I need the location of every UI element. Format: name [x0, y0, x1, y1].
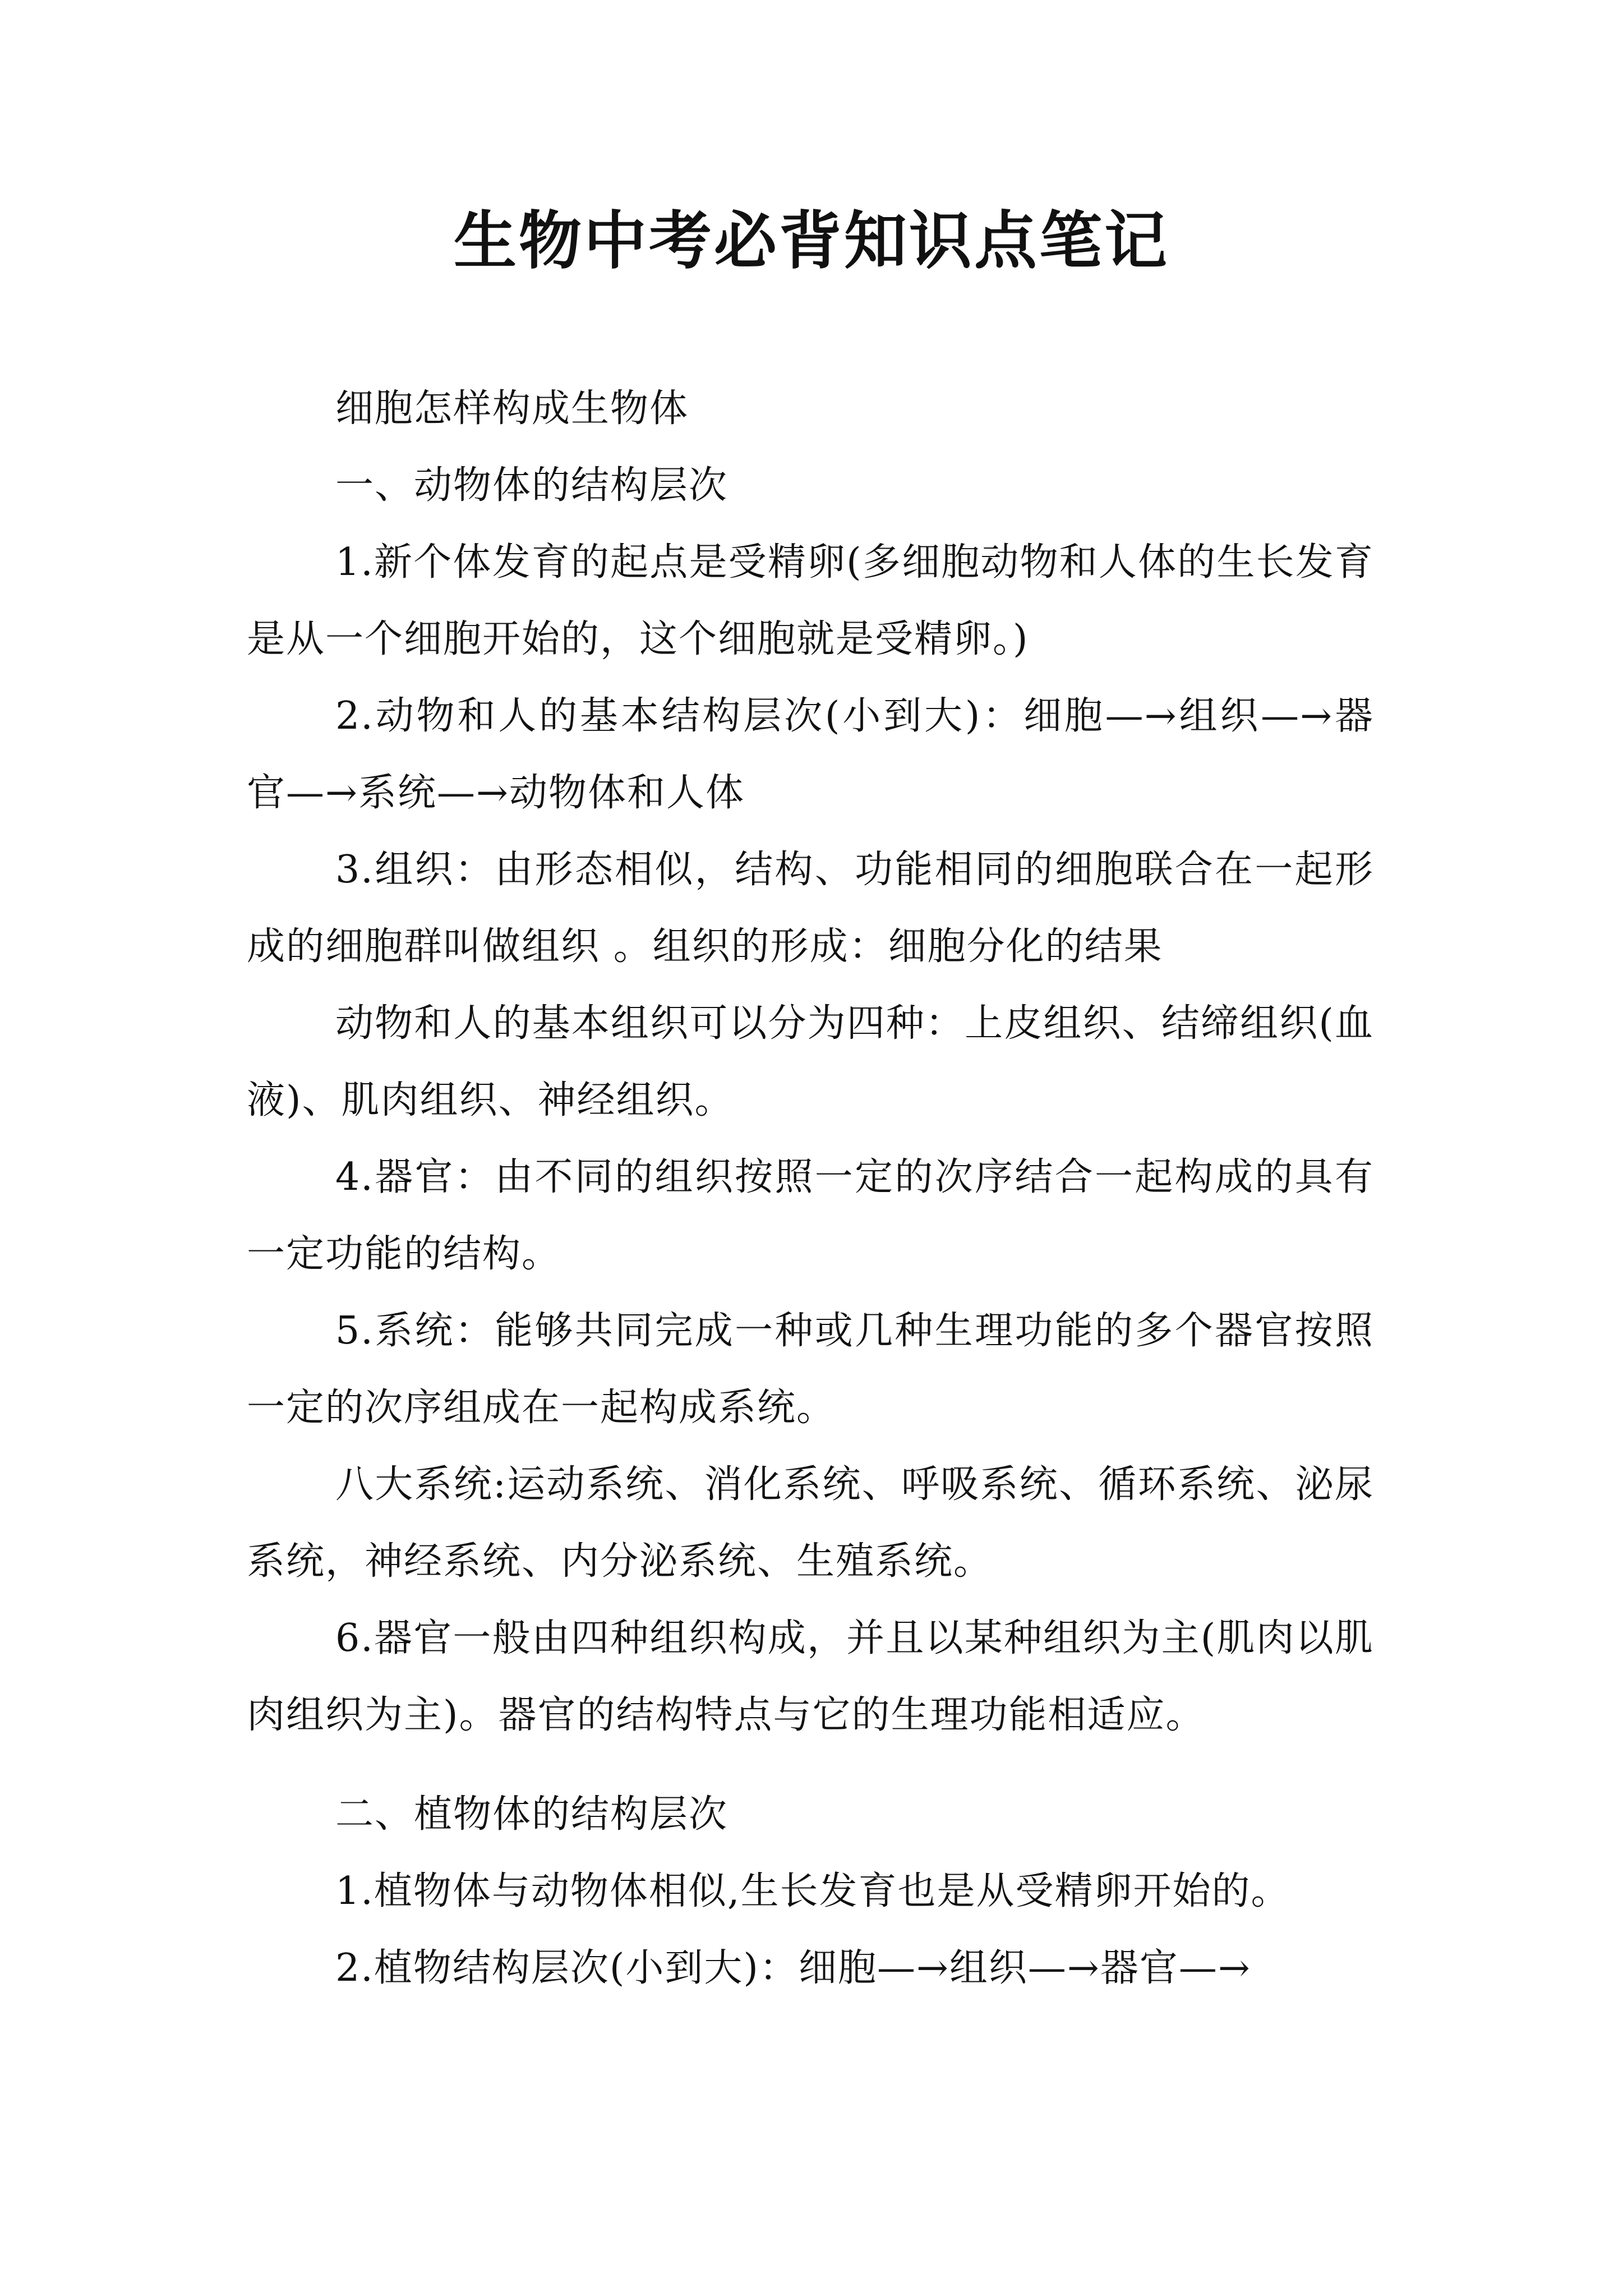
document-title: 生物中考必背知识点笔记	[454, 205, 1169, 278]
paragraph-animal-point-5: 5.系统：能够共同完成一种或几种生理功能的多个器官按照一定的次序组成在一起构成系统。	[247, 1309, 1374, 1430]
paragraph-animal-point-4: 4.器官：由不同的组织按照一定的次序结合一起构成的具有一定功能的结构。	[247, 1155, 1374, 1276]
paragraph-section-heading: 细胞怎样构成生物体	[335, 386, 689, 431]
paragraph-animal-point-1: 1.新个体发育的起点是受精卵(多细胞动物和人体的生长发育是从一个细胞开始的，这个细胞就是受精卵。)	[247, 540, 1374, 661]
paragraph-eight-systems: 八大系统:运动系统、消化系统、呼吸系统、循环系统、泌尿系统，神经系统、内分泌系统、生殖系统。	[247, 1462, 1374, 1584]
paragraph-plant-structure-heading: 二、植物体的结构层次	[335, 1792, 728, 1837]
paragraph-plant-point-2: 2.植物结构层次(小到大)：细胞—→组织—→器官—→	[335, 1946, 1251, 1990]
document-body	[247, 370, 1374, 2007]
paragraph-animal-point-6: 6.器官一般由四种组织构成，并且以某种组织为主(肌肉以肌肉组织为主)。器官的结构特点与它的生理功能相适应。	[247, 1616, 1374, 1737]
paragraph-animal-structure-heading: 一、动物体的结构层次	[335, 463, 728, 508]
paragraph-basic-tissues: 动物和人的基本组织可以分为四种：上皮组织、结缔组织(血液)、肌肉组织、神经组织。	[247, 1001, 1374, 1122]
paragraph-animal-point-3: 3.组织：由形态相似，结构、功能相同的细胞联合在一起形成的细胞群叫做组织 。组织的形成：细胞分化的结果	[247, 848, 1374, 969]
paragraph-animal-point-2: 2.动物和人的基本结构层次(小到大)：细胞—→组织—→器官—→系统—→动物体和人体	[247, 694, 1374, 815]
paragraph-plant-point-1: 1.植物体与动物体相似,生长发育也是从受精卵开始的。	[335, 1869, 1290, 1913]
